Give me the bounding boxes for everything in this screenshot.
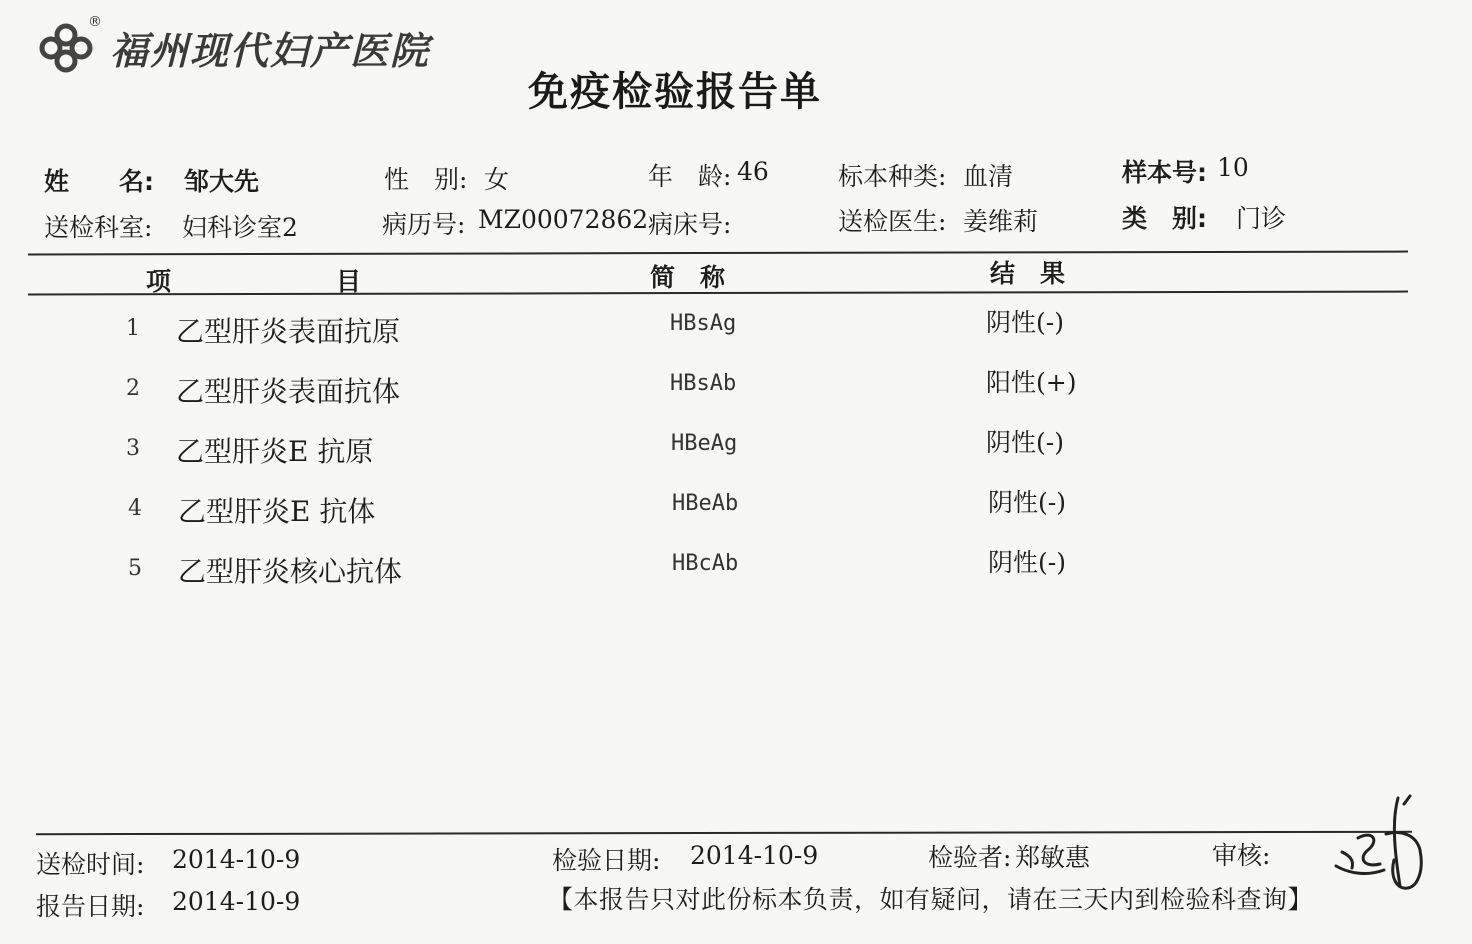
row-abbreviation: HBsAg (670, 311, 737, 336)
row-test-name: 乙型肝炎E 抗原 (176, 435, 374, 468)
record-no-value: MZ00072862 (478, 205, 649, 234)
submit-time-label: 送检时间: (36, 850, 145, 879)
hospital-name: 福州现代妇产医院 (110, 29, 431, 73)
sample-no-value: 10 (1217, 153, 1249, 182)
submit-time-value: 2014-10-9 (172, 845, 301, 874)
age-value: 46 (737, 157, 769, 186)
dept-label: 送检科室: (44, 213, 153, 242)
tester-value: 郑敏惠 (1015, 843, 1091, 872)
tester-label: 检验者: (928, 843, 1012, 872)
category-label: 类 别: (1122, 204, 1207, 233)
row-result: 阴性(-) (988, 488, 1066, 517)
row-test-name: 乙型肝炎表面抗体 (176, 375, 401, 408)
row-abbreviation: HBeAg (671, 431, 738, 456)
column-header-item-2: 目 (336, 267, 362, 296)
test-date-label: 检验日期: (552, 846, 661, 875)
sample-no-label: 样本号: (1122, 158, 1207, 187)
reviewer-label: 审核: (1212, 841, 1271, 870)
record-no-label: 病历号: (382, 210, 466, 239)
report-date-label: 报告日期: (36, 892, 145, 921)
sex-value: 女 (484, 165, 510, 194)
name-label: 姓 名: (44, 167, 154, 196)
category-value: 门诊 (1236, 204, 1287, 233)
row-test-name: 乙型肝炎核心抗体 (178, 555, 403, 588)
column-header-result: 结 果 (990, 259, 1066, 288)
row-result: 阴性(-) (986, 308, 1064, 337)
sex-label: 性 别: (384, 165, 468, 194)
test-date-value: 2014-10-9 (690, 841, 819, 870)
footer-rule (36, 831, 1412, 835)
table-top-rule (28, 251, 1408, 256)
column-header-item-1: 项 (146, 267, 172, 296)
registered-mark: ® (88, 14, 102, 30)
doctor-label: 送检医生: (838, 207, 947, 236)
row-result: 阴性(-) (988, 548, 1066, 577)
reviewer-signature-icon (1328, 790, 1428, 900)
row-number: 5 (128, 556, 142, 581)
column-header-abbr: 简 称 (650, 263, 726, 292)
doctor-value: 姜维莉 (963, 207, 1039, 236)
bed-no-label: 病床号: (648, 210, 732, 239)
age-label: 年 龄: (648, 162, 732, 191)
name-value: 邹大先 (184, 167, 260, 196)
report-date-value: 2014-10-9 (172, 887, 301, 916)
row-result: 阴性(-) (986, 428, 1064, 457)
dept-value: 妇科诊室2 (182, 213, 298, 242)
row-result: 阳性(+) (986, 368, 1077, 397)
specimen-type-label: 标本种类: (838, 162, 947, 191)
row-number: 1 (126, 316, 140, 341)
specimen-type-value: 血清 (963, 162, 1014, 191)
row-test-name: 乙型肝炎E 抗体 (178, 495, 376, 528)
row-number: 3 (126, 436, 140, 461)
row-number: 2 (126, 376, 140, 401)
report-title: 免疫检验报告单 (528, 69, 822, 115)
disclaimer: 【本报告只对此份标本负责，如有疑问，请在三天内到检验科查询】 (548, 885, 1314, 914)
row-abbreviation: HBcAb (672, 551, 739, 576)
row-abbreviation: HBsAb (670, 371, 737, 396)
row-test-name: 乙型肝炎表面抗原 (176, 315, 401, 348)
row-abbreviation: HBeAb (672, 491, 739, 516)
row-number: 4 (128, 496, 142, 521)
